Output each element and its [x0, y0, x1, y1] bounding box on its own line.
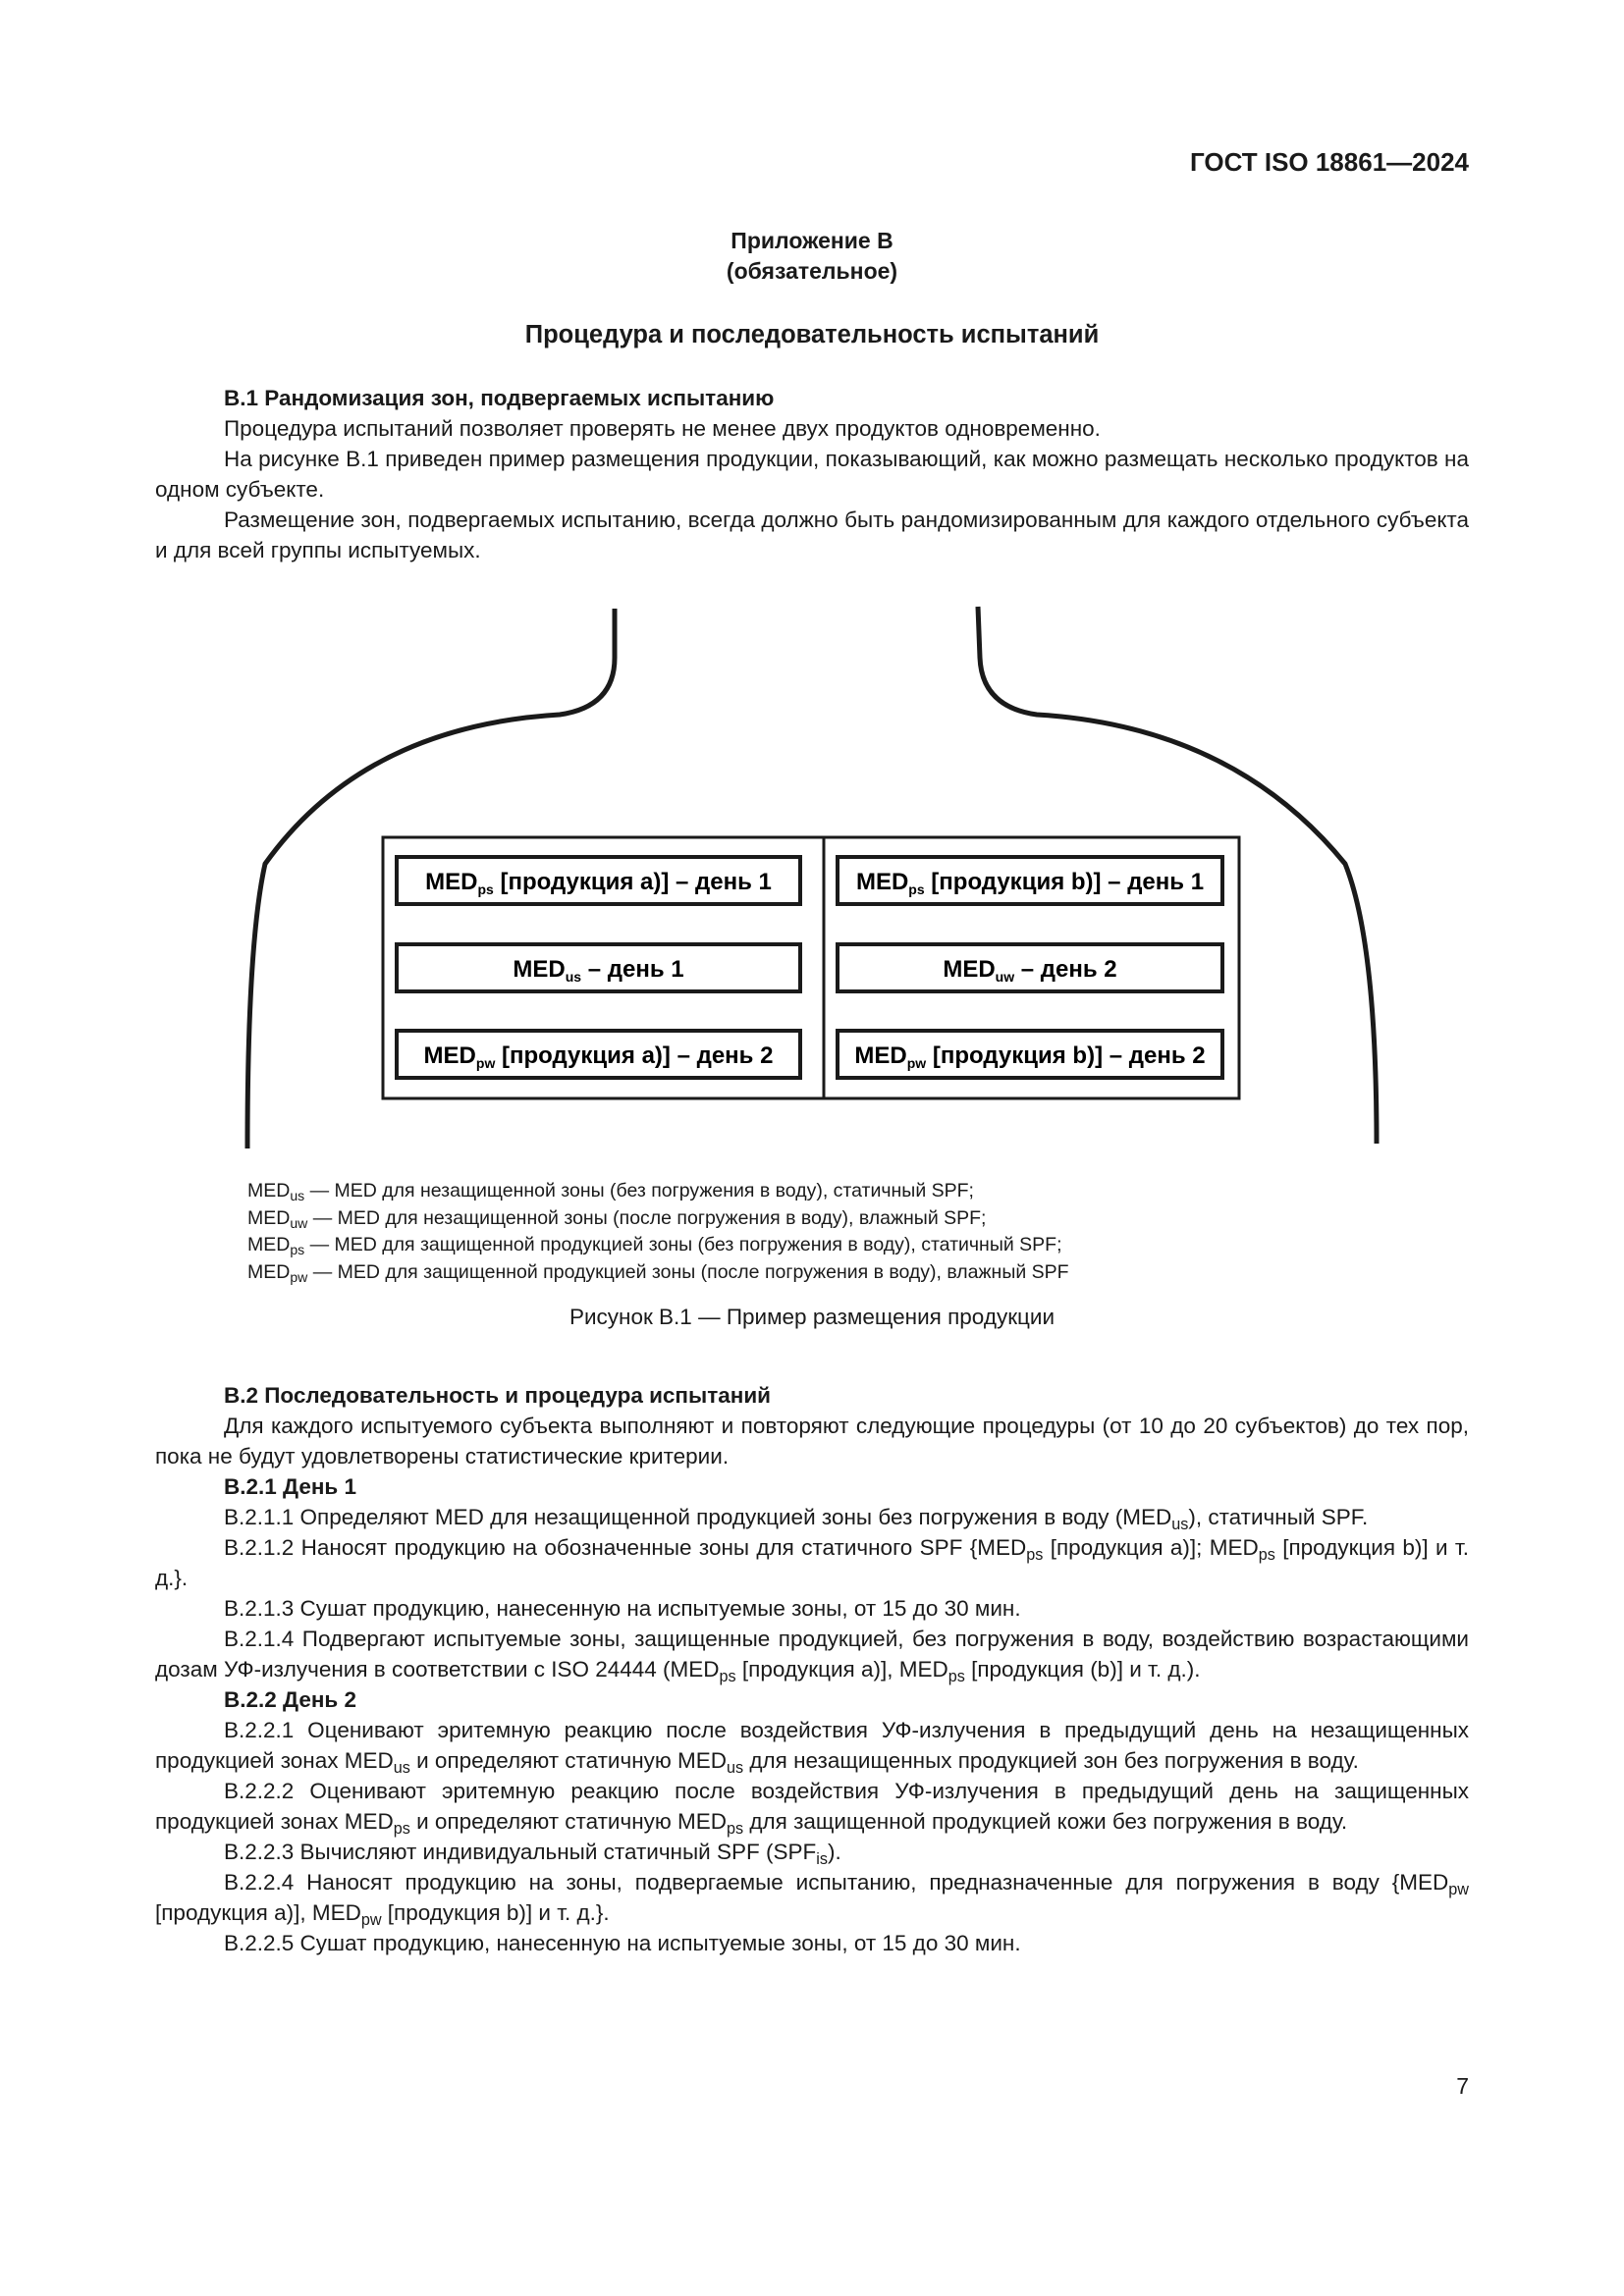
b221: В.2.2.1 Оценивают эритемную реакцию после воздействия УФ-излучения в предыдущий день на незащищенных продукцией зонах $MED_{us}$ и определяют статичную $MED_{us}$ для незащищенных продукцией зон без погружения в воду.: [155, 1718, 1469, 1777]
label-left-bot: $MED_{pw}$ [продукция a)] – день 2: [423, 1042, 774, 1071]
figure-legend: [247, 1178, 1069, 1286]
label-right-mid: $MED_{uw}$ – день 2: [943, 956, 1117, 985]
b1-paragraph-1: Процедура испытаний позволяет проверять не менее двух продуктов одновременно.: [224, 416, 1101, 441]
b222: В.2.2.2 Оценивают эритемную реакцию после воздействия УФ-излучения в предыдущий день на защищенных продукцией зонах $MED_{ps}$ и определяют статичную $MED_{ps}$ для защищенной продукцией кожи без погружения в воду.: [155, 1779, 1469, 1838]
section-b2: [155, 1380, 1469, 1958]
appendix-heading: Процедура и последовательность испытаний: [524, 321, 1100, 348]
label-left-mid: $MED_{us}$ – день 1: [513, 956, 684, 985]
label-left-top: $MED_{ps}$ [продукция a)] – день 1: [425, 869, 772, 897]
appendix-status: (обязательное): [726, 258, 898, 284]
section-b1: [155, 383, 1469, 565]
b223: В.2.2.3 Вычисляют индивидуальный статичный SPF $(SPF_{is})$.: [224, 1840, 841, 1868]
b214: В.2.1.4 Подвергают испытуемые зоны, защищенные продукцией, без погружения в воду, воздействию возрастающими дозам УФ-излучения в соответствии с ISO 24444 ($MED_{ps}$ [продукция а)], $MED_{ps}$ [продукция (b)] и т. д.).: [155, 1627, 1469, 1685]
appendix-title-block: [155, 226, 1469, 287]
day2-heading: В.2.2 День 2: [224, 1687, 357, 1712]
document-id: ГОСТ ISO 18861—2024: [1189, 147, 1469, 177]
label-right-top: $MED_{ps}$ [продукция b)] – день 1: [855, 869, 1205, 897]
page-number: 7: [1456, 2073, 1469, 2099]
day1-heading: В.2.1 День 1: [224, 1474, 357, 1499]
legend-item: $MED_{us}$ — MED для незащищенной зоны (без погружения в воду), статичный SPF;: [247, 1180, 974, 1204]
figure-caption: Рисунок В.1 — Пример размещения продукции: [568, 1305, 1056, 1329]
appendix-title: Приложение В: [731, 228, 893, 253]
legend-item: $MED_{uw}$ — MED для незащищенной зоны (после погружения в воду), влажный SPF;: [247, 1206, 987, 1231]
b1-paragraph-3: Размещение зон, подвергаемых испытанию, всегда должно быть рандомизированным для каждого отдельного субъекта и для всей группы испытуемых.: [155, 507, 1469, 562]
b2-intro: Для каждого испытуемого субъекта выполняют и повторяют следующие процедуры (от 10 до 20 субъектов) до тех пор, пока не будут удовлетворены статистические критерии.: [155, 1414, 1469, 1468]
b1-paragraph-2: На рисунке В.1 приведен пример размещения продукции, показывающий, как можно размещать несколько продуктов на одном субъекте.: [155, 447, 1469, 502]
b225: В.2.2.5 Сушат продукцию, нанесенную на испытуемые зоны, от 15 до 30 мин.: [224, 1931, 1021, 1955]
figure-b1-diagram: [226, 599, 1404, 1148]
b1-heading: В.1 Рандомизация зон, подвергаемых испытанию: [224, 386, 775, 410]
b213: В.2.1.3 Сушат продукцию, нанесенную на испытуемые зоны, от 15 до 30 мин.: [224, 1596, 1021, 1621]
b2-heading: В.2 Последовательность и процедура испытаний: [224, 1383, 772, 1408]
b212: В.2.1.2 Наносят продукцию на обозначенные зоны для статичного SPF {$MED_{ps}$ [продукция а)]; $MED_{ps}$ [продукция b)] и т. д.}.: [155, 1535, 1469, 1590]
legend-item: $MED_{ps}$ — MED для защищенной продукцией зоны (без погружения в воду), статичный SPF;: [247, 1234, 1062, 1258]
b211: В.2.1.1 Определяют MED для незащищенной продукцией зоны без погружения в воду $(MED_{us})$, статичный SPF.: [224, 1505, 1369, 1533]
b224: В.2.2.4 Наносят продукцию на зоны, подвергаемые испытанию, предназначенные для погружения в воду {$MED_{pw}$ [продукция а)], $MED_{pw}$ [продукция b)] и т. д.}.: [155, 1870, 1469, 1929]
label-right-bot: $MED_{pw}$ [продукция b)] – день 2: [854, 1042, 1206, 1071]
legend-item: $MED_{pw}$ — MED для защищенной продукцией зоны (после погружения в воду), влажный SPF: [247, 1260, 1069, 1285]
